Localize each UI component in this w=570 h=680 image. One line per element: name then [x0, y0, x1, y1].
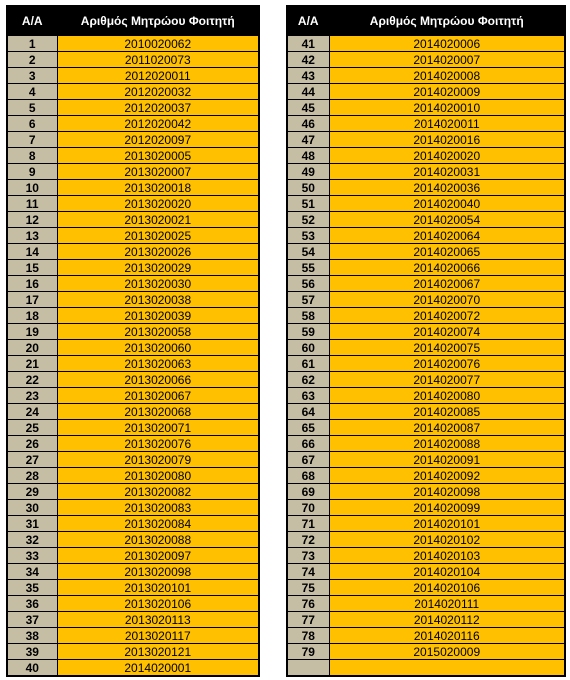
table-row	[7, 596, 259, 612]
table-row	[7, 388, 259, 404]
row-index-cell: 67	[287, 452, 329, 468]
table-row	[7, 404, 259, 420]
table-row	[7, 308, 259, 324]
table-row	[287, 580, 565, 596]
registry-number-cell: 2013020082	[57, 484, 259, 500]
row-index-cell: 51	[287, 196, 329, 212]
table-row	[287, 452, 565, 468]
registry-number-cell: 2012020097	[57, 132, 259, 148]
row-index-cell: 36	[7, 596, 57, 612]
registry-number-cell: 2014020099	[329, 500, 565, 516]
table-row	[287, 260, 565, 276]
table-row	[7, 452, 259, 468]
row-index-cell: 53	[287, 228, 329, 244]
row-index-cell: 71	[287, 516, 329, 532]
table-row	[7, 532, 259, 548]
row-index-cell: 25	[7, 420, 57, 436]
registry-number-cell: 2014020031	[329, 164, 565, 180]
row-index-cell: 63	[287, 388, 329, 404]
registry-number-cell: 2012020037	[57, 100, 259, 116]
row-index-cell: 9	[7, 164, 57, 180]
table-row	[287, 180, 565, 196]
row-index-cell: 30	[7, 500, 57, 516]
table-row	[287, 356, 565, 372]
table-row	[7, 660, 259, 677]
aa-header: Α/Α	[287, 6, 329, 36]
row-index-cell: 6	[7, 116, 57, 132]
registry-number-cell: 2015020009	[329, 644, 565, 660]
table-row	[7, 132, 259, 148]
registry-number-cell: 2014020067	[329, 276, 565, 292]
row-index-cell: 72	[287, 532, 329, 548]
table-row	[287, 148, 565, 164]
row-index-cell: 22	[7, 372, 57, 388]
registry-number-cell: 2013020079	[57, 452, 259, 468]
row-index-cell: 66	[287, 436, 329, 452]
row-index-cell: 79	[287, 644, 329, 660]
table-row	[7, 260, 259, 276]
table-row	[7, 196, 259, 212]
row-index-cell: 62	[287, 372, 329, 388]
row-index-cell: 41	[287, 36, 329, 52]
header-row	[7, 6, 259, 36]
student-table-left	[6, 5, 260, 677]
registry-number-cell: 2013020117	[57, 628, 259, 644]
registry-number-cell: 2014020106	[329, 580, 565, 596]
row-index-cell: 12	[7, 212, 57, 228]
table-row	[7, 276, 259, 292]
registry-number-cell: 2014020006	[329, 36, 565, 52]
table-row	[287, 484, 565, 500]
table-row	[287, 308, 565, 324]
registry-number-cell: 2014020066	[329, 260, 565, 276]
row-index-cell: 57	[287, 292, 329, 308]
row-index-cell: 56	[287, 276, 329, 292]
table-row	[7, 484, 259, 500]
registry-number-cell: 2014020085	[329, 404, 565, 420]
row-index-cell: 20	[7, 340, 57, 356]
table-row	[7, 100, 259, 116]
table-row	[287, 340, 565, 356]
table-row	[7, 548, 259, 564]
table-row	[287, 532, 565, 548]
table-row	[7, 244, 259, 260]
row-index-cell: 16	[7, 276, 57, 292]
registry-number-cell: 2014020098	[329, 484, 565, 500]
table-row	[287, 292, 565, 308]
registry-number-cell: 2014020075	[329, 340, 565, 356]
table-row	[287, 564, 565, 580]
row-index-cell: 27	[7, 452, 57, 468]
row-index-cell: 38	[7, 628, 57, 644]
table-row	[287, 100, 565, 116]
row-index-cell: 11	[7, 196, 57, 212]
table-row	[7, 644, 259, 660]
registry-number-cell: 2013020067	[57, 388, 259, 404]
registry-number-cell: 2014020011	[329, 116, 565, 132]
registry-number-cell: 2014020016	[329, 132, 565, 148]
registry-number-cell: 2013020083	[57, 500, 259, 516]
registry-number-cell: 2012020032	[57, 84, 259, 100]
row-index-cell: 31	[7, 516, 57, 532]
registry-number-cell: 2010020062	[57, 36, 259, 52]
registry-number-cell: 2014020103	[329, 548, 565, 564]
table-row	[287, 388, 565, 404]
registry-number-cell: 2014020010	[329, 100, 565, 116]
table-row	[287, 36, 565, 52]
table-row	[7, 116, 259, 132]
row-index-cell: 32	[7, 532, 57, 548]
table-row	[7, 356, 259, 372]
row-index-cell: 47	[287, 132, 329, 148]
registry-number-cell: 2013020063	[57, 356, 259, 372]
row-index-cell: 1	[7, 36, 57, 52]
table-row	[287, 196, 565, 212]
registry-number-cell: 2013020021	[57, 212, 259, 228]
registry-number-cell: 2014020020	[329, 148, 565, 164]
student-table-right	[286, 5, 566, 677]
left-table-body	[7, 36, 259, 677]
registry-number-header: Αριθμός Μητρώου Φοιτητή	[329, 6, 565, 36]
row-index-cell	[287, 660, 329, 677]
table-row	[7, 612, 259, 628]
row-index-cell: 28	[7, 468, 57, 484]
registry-number-cell: 2014020064	[329, 228, 565, 244]
registry-number-cell: 2013020038	[57, 292, 259, 308]
row-index-cell: 74	[287, 564, 329, 580]
registry-number-cell: 2014020102	[329, 532, 565, 548]
table-row	[7, 420, 259, 436]
table-row	[7, 52, 259, 68]
row-index-cell: 3	[7, 68, 57, 84]
table-row	[7, 180, 259, 196]
header-row	[287, 6, 565, 36]
registry-number-cell	[329, 660, 565, 677]
registry-number-cell: 2014020087	[329, 420, 565, 436]
row-index-cell: 68	[287, 468, 329, 484]
registry-number-cell: 2013020098	[57, 564, 259, 580]
row-index-cell: 37	[7, 612, 57, 628]
row-index-cell: 35	[7, 580, 57, 596]
table-row	[287, 276, 565, 292]
table-row	[287, 404, 565, 420]
table-row	[7, 164, 259, 180]
registry-number-cell: 2014020116	[329, 628, 565, 644]
registry-number-cell: 2014020101	[329, 516, 565, 532]
registry-number-cell: 2014020088	[329, 436, 565, 452]
row-index-cell: 64	[287, 404, 329, 420]
row-index-cell: 13	[7, 228, 57, 244]
row-index-cell: 5	[7, 100, 57, 116]
row-index-cell: 49	[287, 164, 329, 180]
registry-number-cell: 2013020060	[57, 340, 259, 356]
row-index-cell: 14	[7, 244, 57, 260]
table-row	[287, 660, 565, 677]
table-row	[287, 164, 565, 180]
row-index-cell: 34	[7, 564, 57, 580]
registry-number-cell: 2014020080	[329, 388, 565, 404]
registry-number-cell: 2014020111	[329, 596, 565, 612]
registry-number-cell: 2013020076	[57, 436, 259, 452]
table-row	[287, 52, 565, 68]
registry-number-header: Αριθμός Μητρώου Φοιτητή	[57, 6, 259, 36]
registry-number-cell: 2012020042	[57, 116, 259, 132]
registry-number-cell: 2014020077	[329, 372, 565, 388]
row-index-cell: 76	[287, 596, 329, 612]
registry-number-cell: 2014020112	[329, 612, 565, 628]
registry-number-cell: 2013020066	[57, 372, 259, 388]
table-row	[287, 436, 565, 452]
table-row	[287, 644, 565, 660]
table-row	[7, 212, 259, 228]
row-index-cell: 61	[287, 356, 329, 372]
row-index-cell: 54	[287, 244, 329, 260]
aa-header: Α/Α	[7, 6, 57, 36]
registry-number-cell: 2013020113	[57, 612, 259, 628]
row-index-cell: 78	[287, 628, 329, 644]
row-index-cell: 39	[7, 644, 57, 660]
table-row	[7, 84, 259, 100]
registry-number-cell: 2013020121	[57, 644, 259, 660]
registry-number-cell: 2013020007	[57, 164, 259, 180]
table-row	[287, 324, 565, 340]
table-row	[7, 500, 259, 516]
registry-number-cell: 2014020009	[329, 84, 565, 100]
registry-number-cell: 2013020097	[57, 548, 259, 564]
registry-number-cell: 2014020036	[329, 180, 565, 196]
table-row	[287, 68, 565, 84]
table-row	[7, 228, 259, 244]
row-index-cell: 23	[7, 388, 57, 404]
registry-number-cell: 2014020074	[329, 324, 565, 340]
registry-number-cell: 2014020054	[329, 212, 565, 228]
registry-number-cell: 2014020070	[329, 292, 565, 308]
registry-number-cell: 2011020073	[57, 52, 259, 68]
row-index-cell: 44	[287, 84, 329, 100]
table-row	[287, 612, 565, 628]
table-row	[7, 68, 259, 84]
registry-number-cell: 2013020058	[57, 324, 259, 340]
row-index-cell: 40	[7, 660, 57, 677]
table-row	[287, 84, 565, 100]
table-row	[287, 212, 565, 228]
registry-number-cell: 2014020007	[329, 52, 565, 68]
table-row	[287, 132, 565, 148]
table-row	[287, 596, 565, 612]
registry-number-cell: 2014020091	[329, 452, 565, 468]
table-row	[7, 516, 259, 532]
row-index-cell: 8	[7, 148, 57, 164]
table-row	[7, 36, 259, 52]
row-index-cell: 29	[7, 484, 57, 500]
row-index-cell: 7	[7, 132, 57, 148]
row-index-cell: 45	[287, 100, 329, 116]
registry-number-cell: 2013020025	[57, 228, 259, 244]
row-index-cell: 4	[7, 84, 57, 100]
registry-number-cell: 2013020029	[57, 260, 259, 276]
row-index-cell: 15	[7, 260, 57, 276]
table-row	[287, 228, 565, 244]
row-index-cell: 73	[287, 548, 329, 564]
table-row	[7, 580, 259, 596]
table-row	[287, 516, 565, 532]
registry-number-cell: 2013020101	[57, 580, 259, 596]
registry-number-cell: 2013020080	[57, 468, 259, 484]
registry-number-cell: 2014020104	[329, 564, 565, 580]
registry-number-cell: 2013020030	[57, 276, 259, 292]
table-row	[287, 116, 565, 132]
row-index-cell: 65	[287, 420, 329, 436]
table-row	[7, 468, 259, 484]
table-row	[7, 564, 259, 580]
registry-number-cell: 2014020076	[329, 356, 565, 372]
table-row	[7, 372, 259, 388]
table-row	[7, 628, 259, 644]
registry-number-cell: 2014020001	[57, 660, 259, 677]
row-index-cell: 69	[287, 484, 329, 500]
row-index-cell: 59	[287, 324, 329, 340]
table-row	[287, 420, 565, 436]
registry-number-cell: 2014020040	[329, 196, 565, 212]
row-index-cell: 2	[7, 52, 57, 68]
registry-number-cell: 2014020008	[329, 68, 565, 84]
row-index-cell: 24	[7, 404, 57, 420]
row-index-cell: 18	[7, 308, 57, 324]
registry-number-cell: 2013020068	[57, 404, 259, 420]
row-index-cell: 21	[7, 356, 57, 372]
table-row	[287, 372, 565, 388]
table-row	[7, 148, 259, 164]
table-row	[7, 292, 259, 308]
row-index-cell: 55	[287, 260, 329, 276]
registry-number-cell: 2014020065	[329, 244, 565, 260]
registry-number-cell: 2013020039	[57, 308, 259, 324]
table-row	[287, 548, 565, 564]
row-index-cell: 42	[287, 52, 329, 68]
registry-number-cell: 2013020106	[57, 596, 259, 612]
row-index-cell: 75	[287, 580, 329, 596]
table-row	[287, 244, 565, 260]
table-row	[287, 628, 565, 644]
row-index-cell: 33	[7, 548, 57, 564]
row-index-cell: 50	[287, 180, 329, 196]
row-index-cell: 70	[287, 500, 329, 516]
table-row	[287, 500, 565, 516]
row-index-cell: 58	[287, 308, 329, 324]
table-row	[7, 324, 259, 340]
row-index-cell: 60	[287, 340, 329, 356]
row-index-cell: 48	[287, 148, 329, 164]
registry-number-cell: 2012020011	[57, 68, 259, 84]
table-row	[7, 436, 259, 452]
table-row	[287, 468, 565, 484]
registry-number-cell: 2014020092	[329, 468, 565, 484]
registry-number-cell: 2013020084	[57, 516, 259, 532]
table-row	[7, 340, 259, 356]
row-index-cell: 10	[7, 180, 57, 196]
registry-number-cell: 2014020072	[329, 308, 565, 324]
row-index-cell: 77	[287, 612, 329, 628]
registry-number-cell: 2013020026	[57, 244, 259, 260]
registry-number-cell: 2013020005	[57, 148, 259, 164]
row-index-cell: 46	[287, 116, 329, 132]
registry-number-cell: 2013020088	[57, 532, 259, 548]
row-index-cell: 52	[287, 212, 329, 228]
registry-number-cell: 2013020020	[57, 196, 259, 212]
row-index-cell: 19	[7, 324, 57, 340]
registry-number-cell: 2013020018	[57, 180, 259, 196]
right-table-body	[287, 36, 565, 677]
row-index-cell: 26	[7, 436, 57, 452]
row-index-cell: 43	[287, 68, 329, 84]
row-index-cell: 17	[7, 292, 57, 308]
registry-number-cell: 2013020071	[57, 420, 259, 436]
